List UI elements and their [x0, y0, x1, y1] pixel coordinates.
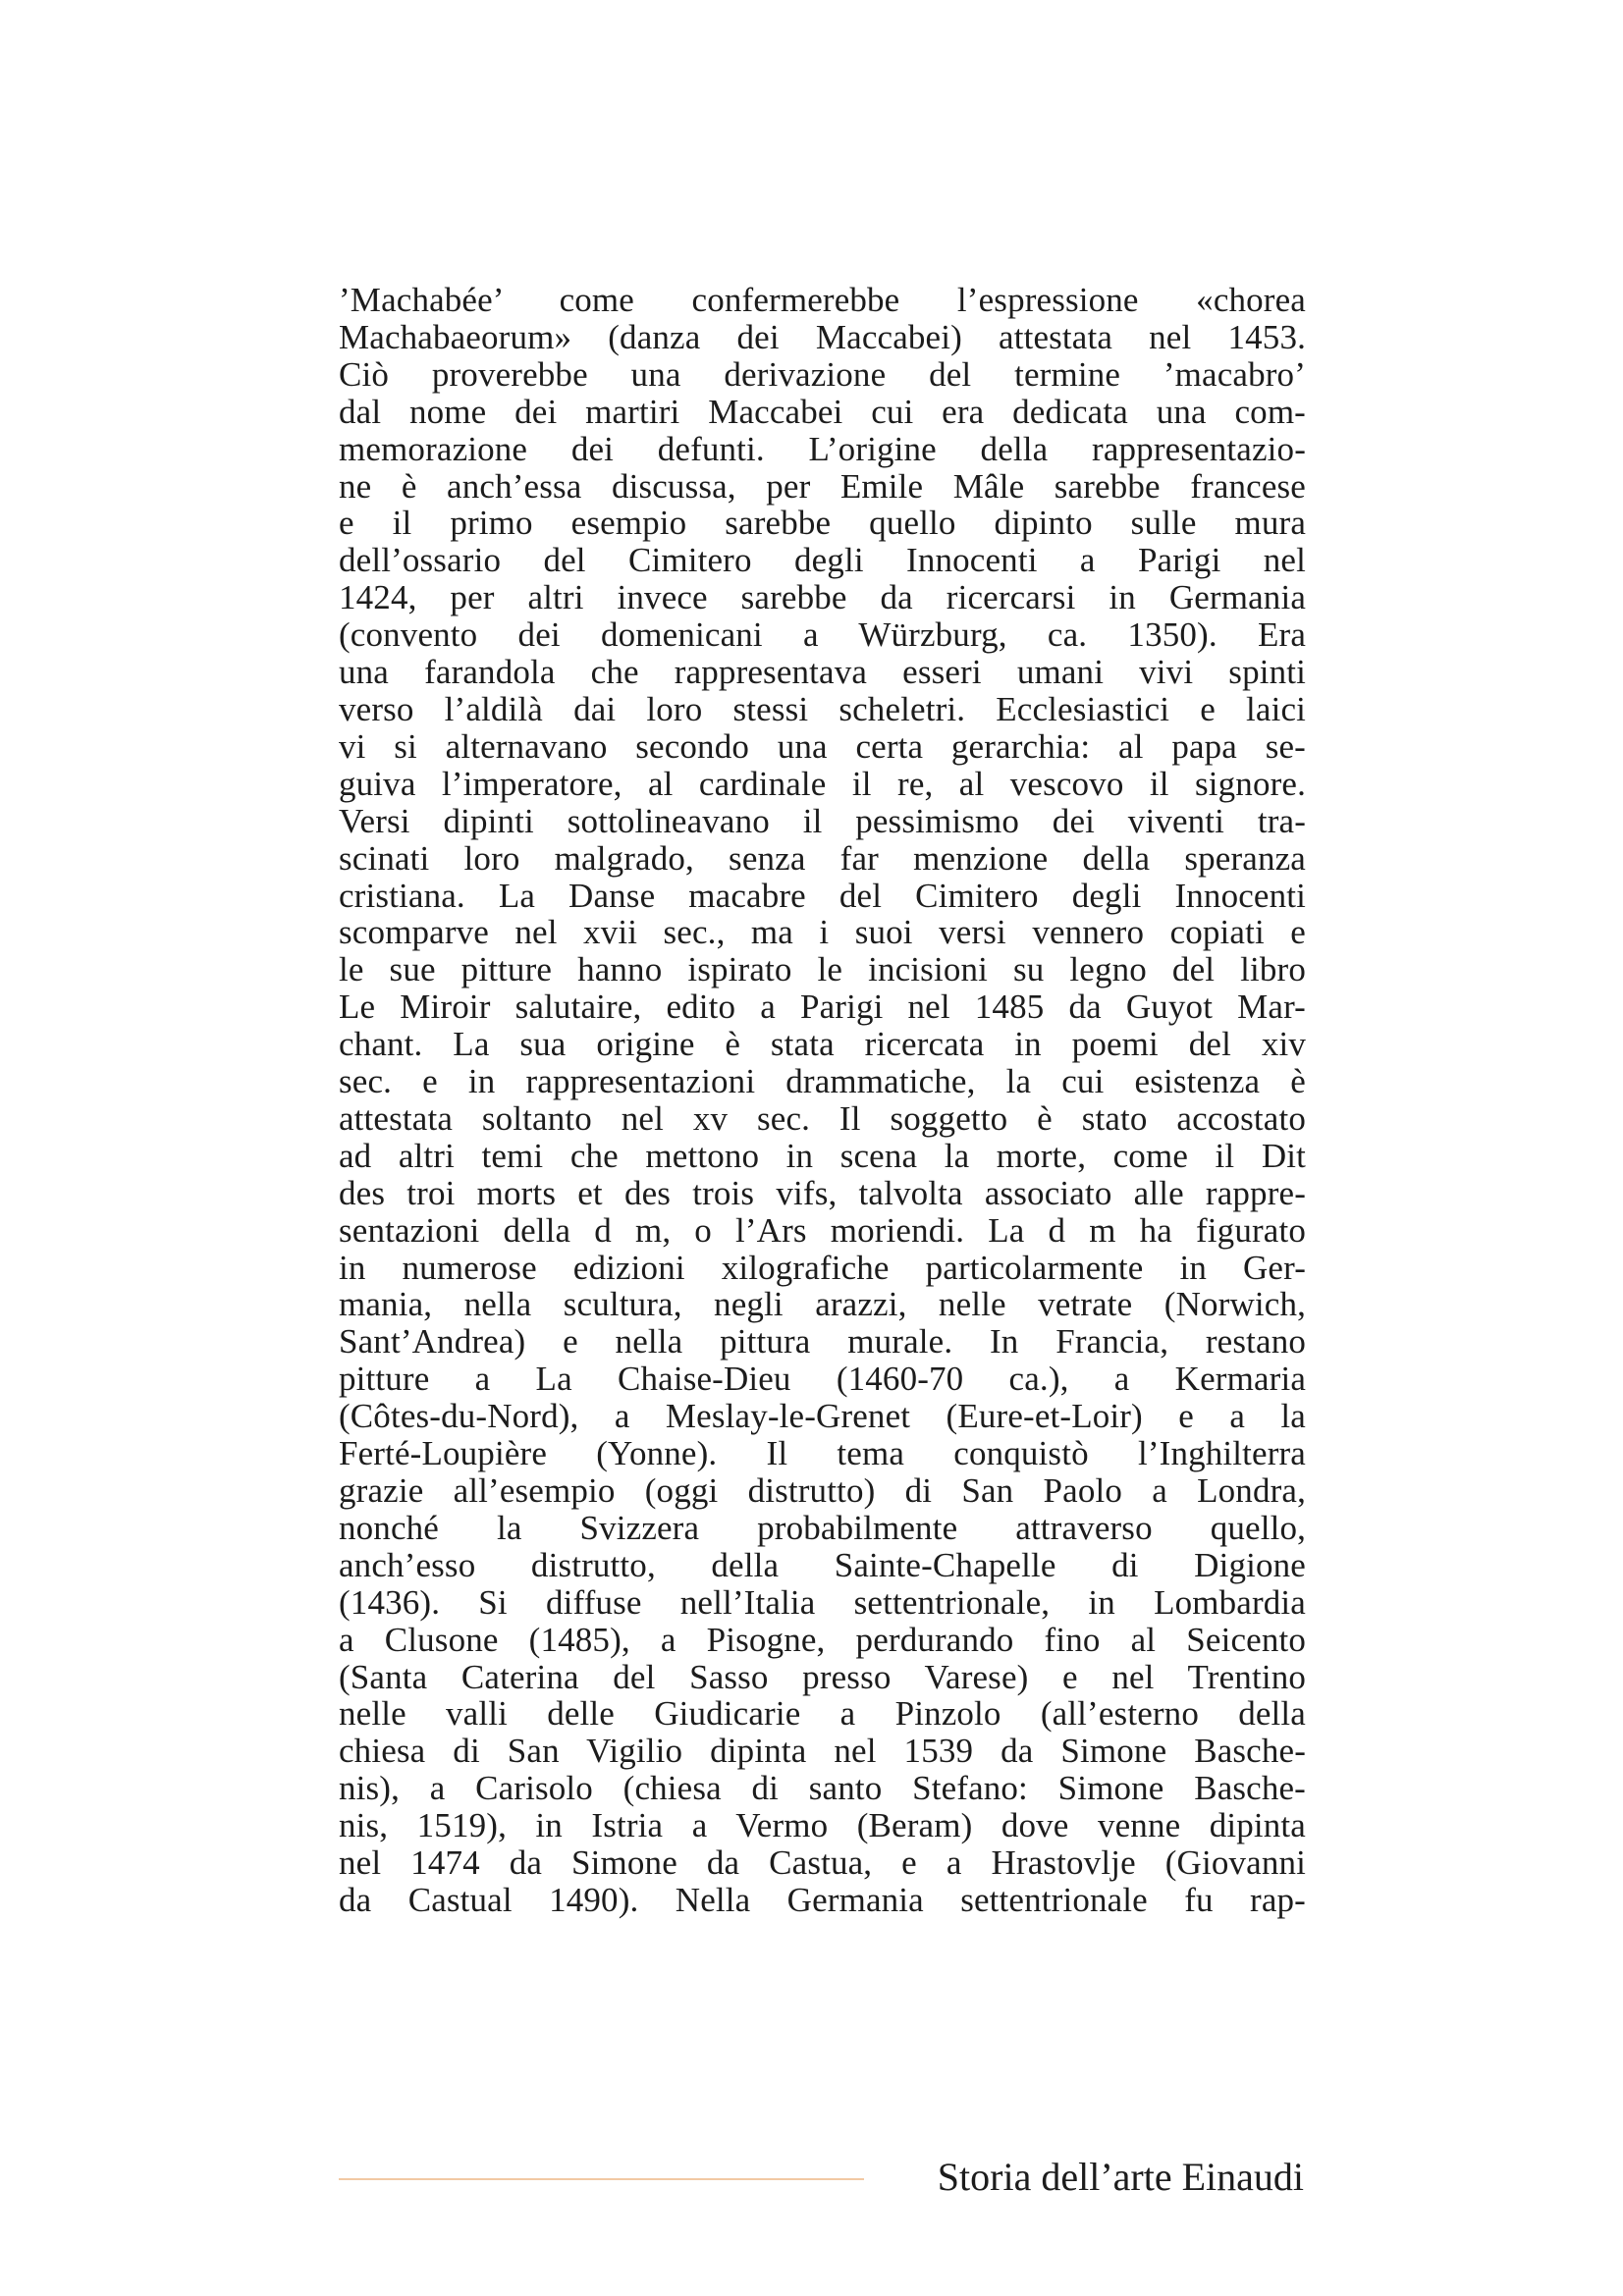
text-line: attestata soltanto nel xv sec. Il soggetto è stato accostato [339, 1098, 1306, 1138]
text-line: (1436). Si diffuse nell’Italia settentrionale, in Lombardia [339, 1582, 1306, 1622]
text-line: sentazioni della d m, o l’Ars moriendi. La d m ha figurato [339, 1210, 1306, 1250]
text-line: chiesa di San Vigilio dipinta nel 1539 da Simone Basche- [339, 1732, 1306, 1771]
text-line: scomparve nel xvii sec., ma i suoi versi vennero copiati e [339, 913, 1306, 952]
text-line: guiva l’imperatore, al cardinale il re, al vescovo il signore. [339, 764, 1306, 803]
text-line: (Côtes-du-Nord), a Meslay-le-Grenet (Eure-et-Loir) e a la [339, 1397, 1306, 1436]
text-line: dell’ossario del Cimitero degli Innocenti a Parigi nel [339, 541, 1306, 580]
text-line: ne è anch’essa discussa, per Emile Mâle sarebbe francese [339, 466, 1306, 506]
text-line: Machabaeorum» (danza dei Maccabei) attestata nel 1453. [339, 317, 1306, 356]
text-line: Le Miroir salutaire, edito a Parigi nel 1485 da Guyot Mar- [339, 988, 1306, 1027]
text-line: vi si alternavano secondo una certa gerarchia: al papa se- [339, 726, 1306, 766]
text-line: grazie all’esempio (oggi distrutto) di San Paolo a Londra, [339, 1471, 1306, 1510]
text-line: memorazione dei defunti. L’origine della rappresentazio- [339, 429, 1306, 468]
text-line: nel 1474 da Simone da Castua, e a Hrastovlje (Giovanni [339, 1843, 1306, 1883]
text-line: sec. e in rappresentazioni drammatiche, la cui esistenza è [339, 1062, 1306, 1101]
text-line: (convento dei domenicani a Würzburg, ca. 1350). Era [339, 615, 1306, 655]
text-line: des troi morts et des trois vifs, talvolta associato alle rappre- [339, 1173, 1306, 1212]
text-line: in numerose edizioni xilografiche particolarmente in Ger- [339, 1248, 1306, 1287]
text-line: nelle valli delle Giudicarie a Pinzolo (all’esterno della [339, 1694, 1306, 1734]
text-line: dal nome dei martiri Maccabei cui era dedicata una com- [339, 392, 1306, 431]
text-line: pitture a La Chaise-Dieu (1460-70 ca.), a Kermaria [339, 1360, 1306, 1399]
text-line: (Santa Caterina del Sasso presso Varese) e nel Trentino [339, 1657, 1306, 1696]
text-line: scinati loro malgrado, senza far menzione della speranza [339, 838, 1306, 878]
text-line: una farandola che rappresentava esseri umani vivi spinti [339, 653, 1306, 692]
text-line: a Clusone (1485), a Pisogne, perdurando fino al Seicento [339, 1620, 1306, 1659]
text-line: Ferté-Loupière (Yonne). Il tema conquistò l’Inghilterra [339, 1434, 1306, 1473]
text-line: verso l’aldilà dai loro stessi scheletri. Ecclesiastici e laici [339, 689, 1306, 728]
text-line: anch’esso distrutto, della Sainte-Chapelle di Digione [339, 1545, 1306, 1584]
body-text [339, 282, 1306, 1919]
text-line: le sue pitture hanno ispirato le incisioni su legno del libro [339, 950, 1306, 989]
footer-rule [339, 2178, 864, 2180]
text-line: ’Machabée’ come confermerebbe l’espressione «chorea [339, 281, 1306, 319]
text-line: Sant’Andrea) e nella pittura murale. In Francia, restano [339, 1322, 1306, 1362]
text-line: e il primo esempio sarebbe quello dipinto sulle mura [339, 504, 1306, 543]
text-line: nis, 1519), in Istria a Vermo (Beram) dove venne dipinta [339, 1806, 1306, 1845]
footer-publisher-label: Storia dell’arte Einaudi [937, 2155, 1304, 2199]
text-line: Versi dipinti sottolineavano il pessimismo dei viventi tra- [339, 801, 1306, 840]
text-line: chant. La sua origine è stata ricercata in poemi del xiv [339, 1025, 1306, 1064]
text-line: nonché la Svizzera probabilmente attraverso quello, [339, 1508, 1306, 1547]
text-line: ad altri temi che mettono in scena la morte, come il Dit [339, 1136, 1306, 1175]
text-line: Ciò proverebbe una derivazione del termine ’macabro’ [339, 354, 1306, 394]
text-line: da Castual 1490). Nella Germania settentrionale fu rap- [339, 1880, 1306, 1919]
text-line: mania, nella scultura, negli arazzi, nelle vetrate (Norwich, [339, 1285, 1306, 1324]
text-line: cristiana. La Danse macabre del Cimitero degli Innocenti [339, 876, 1306, 915]
text-line: nis), a Carisolo (chiesa di santo Stefano: Simone Basche- [339, 1769, 1306, 1808]
text-line: 1424, per altri invece sarebbe da ricercarsi in Germania [339, 578, 1306, 617]
